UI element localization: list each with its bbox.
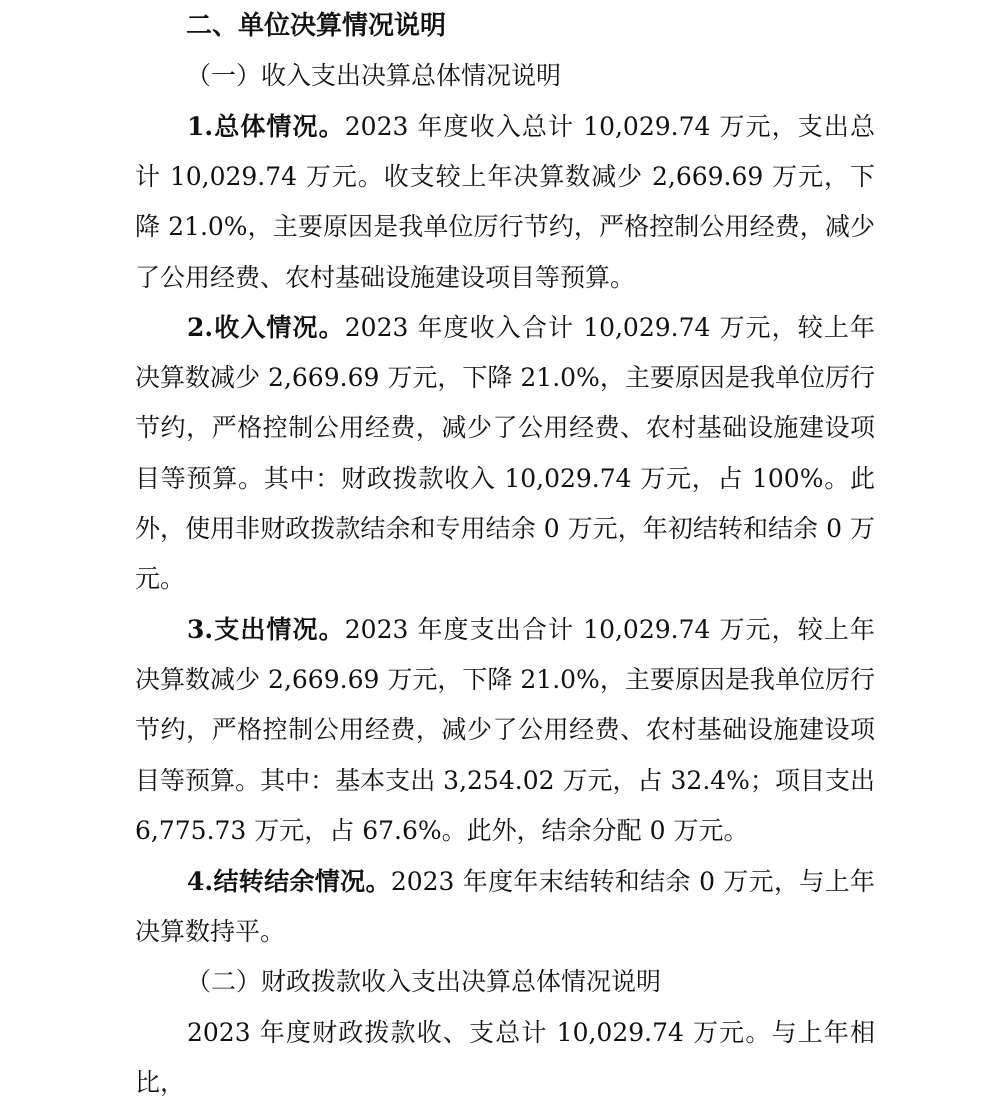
paragraph-lead: 3.支出情况。	[187, 615, 345, 644]
paragraph-lead: 1.总体情况。	[187, 112, 345, 141]
paragraph-carryover	[135, 857, 875, 957]
paragraph-fiscal-appropriation: 2023 年度财政拨款收、支总计 10,029.74 万元。与上年相比，	[135, 1018, 875, 1098]
paragraph-income	[135, 303, 875, 604]
subsection-title-2: （二）财政拨款收入支出决算总体情况说明	[186, 967, 662, 996]
paragraph-lead: 2.收入情况。	[187, 313, 345, 342]
section-title: 二、单位决算情况说明	[186, 11, 447, 41]
paragraph-lead: 4.结转结余情况。	[187, 867, 391, 896]
paragraph-text: 2023 年度年末结转和结余 0 万元，与上年决算数持平。	[135, 867, 875, 947]
paragraph-text: 2023 年度收入总计 10,029.74 万元，支出总计 10,029.74 万元。收支较上年决算数减少 2,669.69 万元，下降 21.0%，主要原因是我单位厉行节约，严格控制公用经费，减少了公用经费、农村基础设施建设项目等预算。	[135, 112, 875, 292]
subsection-title-1: （一）收入支出决算总体情况说明	[186, 61, 562, 90]
paragraph-text: 2023 年度支出合计 10,029.74 万元，较上年决算数减少 2,669.69 万元，下降 21.0%，主要原因是我单位厉行节约，严格控制公用经费，减少了公用经费、农村基础设施建设项目等预算。其中：基本支出 3,254.02 万元，占 32.4%；项目支出 6,775.73 万元，占 67.6%。此外，结余分配 0 万元。	[135, 615, 875, 845]
paragraph-text: 2023 年度收入合计 10,029.74 万元，较上年决算数减少 2,669.69 万元，下降 21.0%，主要原因是我单位厉行节约，严格控制公用经费，减少了公用经费、农村基础设施建设项目等预算。其中：财政拨款收入 10,029.74 万元，占 100%。此外，使用非财政拨款结余和专用结余 0 万元，年初结转和结余 0 万元。	[135, 313, 875, 594]
paragraph-expenditure	[135, 605, 875, 856]
paragraph-overall	[135, 102, 875, 303]
